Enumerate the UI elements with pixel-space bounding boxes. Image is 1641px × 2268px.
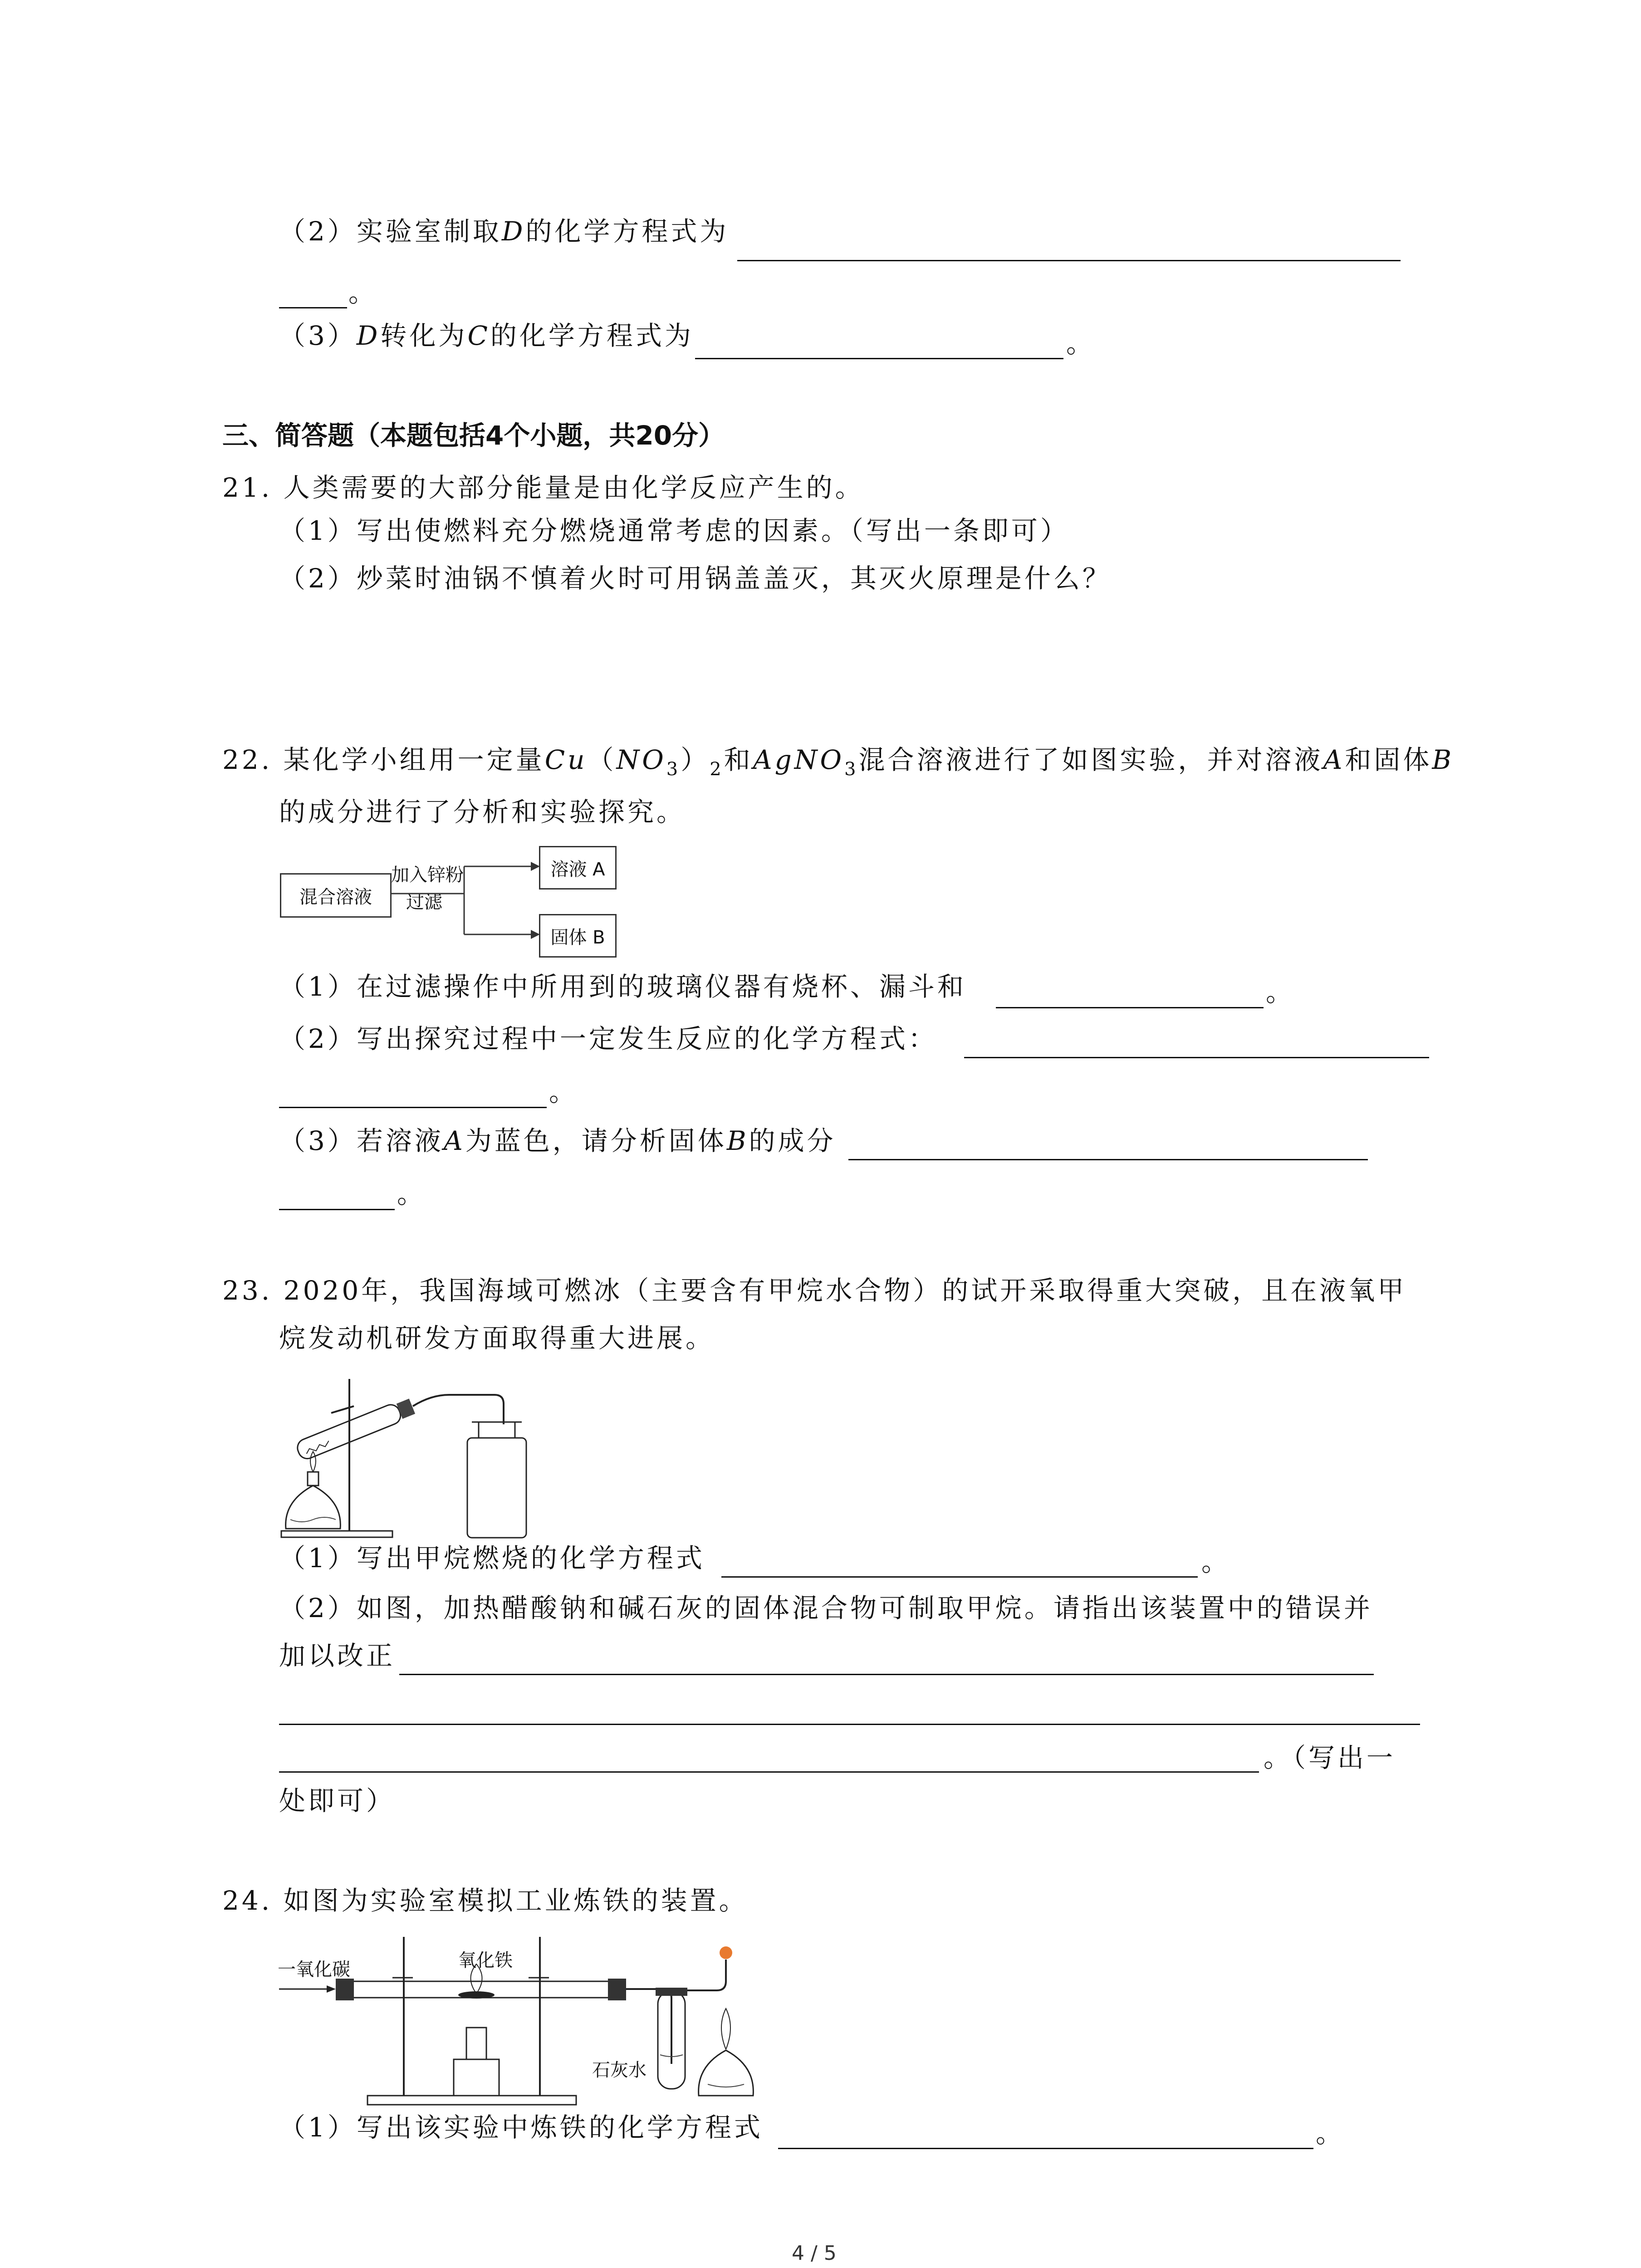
period: 。 [348, 277, 378, 308]
label-iron-oxide: 氧化铁 [458, 1950, 513, 1971]
period: 。 [1066, 328, 1096, 359]
box-solid-b: 固体 B [539, 914, 617, 958]
subscript: 2 [710, 759, 724, 780]
text: 的化学方程式为 [490, 320, 694, 351]
formula: AgNO [753, 744, 845, 775]
text: 的成分 [749, 1125, 836, 1156]
var-c: C [467, 320, 490, 351]
page-number: 4 / 5 [792, 2242, 837, 2265]
flow-arrows [388, 848, 542, 948]
arrow-label-bottom: 过滤 [406, 892, 442, 913]
text: 转化为 [380, 320, 468, 351]
text: 22. 某化学小组用一定量 [222, 744, 545, 775]
answer-blank[interactable] [996, 1007, 1264, 1008]
methane-apparatus-figure [277, 1370, 535, 1540]
period: 。 [397, 1178, 426, 1209]
text: 的化学方程式为 [525, 216, 729, 247]
answer-blank[interactable] [695, 358, 1063, 359]
answer-blank[interactable] [279, 307, 347, 308]
q23-part2-end: 。（写出一 [1264, 1742, 1396, 1773]
answer-blank[interactable] [399, 1674, 1374, 1675]
q23-stem-line2: 烷发动机研发方面取得重大进展。 [279, 1323, 715, 1354]
q22-part2: （2）写出探究过程中一定发生反应的化学方程式： [279, 1023, 937, 1054]
label-co: 一氧化碳 [278, 1959, 350, 1980]
q23-part1: （1）写出甲烷燃烧的化学方程式 [279, 1543, 705, 1574]
q21-part2: （2）炒菜时油锅不慎着火时可用锅盖盖灭，其灭火原理是什么？ [279, 563, 1112, 594]
q23-part2-line2: 加以改正 [279, 1640, 396, 1671]
arrow-label-top: 加入锌粉 [391, 865, 464, 885]
q23-stem: 23. 2020年，我国海域可燃冰（主要含有甲烷水合物）的试开采取得重大突破，且在液氧甲 [222, 1275, 1407, 1306]
q22-part1: （1）在过滤操作中所用到的玻璃仪器有烧杯、漏斗和 [279, 971, 966, 1002]
period: 。 [549, 1076, 578, 1107]
q23-part2: （2）如图，加热醋酸钠和碱石灰的固体混合物可制取甲烷。请指出该装置中的错误并 [279, 1593, 1373, 1623]
q22-stem [222, 744, 1454, 785]
text: 混合溶液进行了如图实验，并对溶液 [858, 744, 1323, 775]
answer-blank[interactable] [279, 1771, 1259, 1773]
q23-part2-tail: 处即可） [279, 1785, 396, 1816]
var-b: B [726, 1125, 749, 1156]
q20-part2 [279, 215, 729, 247]
q22-part3 [279, 1125, 836, 1157]
subscript: 3 [666, 759, 681, 780]
answer-blank[interactable] [279, 1107, 547, 1108]
q24-part1: （1）写出该实验中炼铁的化学方程式 [279, 2112, 763, 2143]
q21-stem: 21. 人类需要的大部分能量是由化学反应产生的。 [222, 472, 864, 503]
answer-blank[interactable] [737, 260, 1401, 261]
box-mixed-solution: 混合溶液 [280, 873, 392, 918]
var-a: A [443, 1125, 465, 1156]
q24-stem: 24. 如图为实验室模拟工业炼铁的装置。 [222, 1885, 748, 1916]
section-heading: 三、简答题（本题包括4个小题，共20分） [222, 420, 725, 451]
q22-stem-line2: 的成分进行了分析和实验探究。 [279, 797, 686, 827]
text: 和固体 [1345, 744, 1432, 775]
var-b: B [1432, 744, 1455, 775]
var-a: A [1323, 744, 1345, 775]
text: 和 [724, 744, 753, 775]
formula: NO [616, 744, 666, 775]
var-d: D [356, 320, 381, 351]
answer-blank[interactable] [279, 1724, 1420, 1725]
text: （3）若溶液 [279, 1125, 444, 1156]
period: 。 [1266, 977, 1295, 1007]
answer-blank[interactable] [964, 1057, 1429, 1058]
period: 。 [1316, 2118, 1345, 2149]
answer-blank[interactable] [848, 1159, 1368, 1160]
var-d: D [501, 216, 526, 247]
period: 。 [1201, 1546, 1231, 1577]
text: （3） [279, 320, 357, 351]
text: （2）实验室制取 [279, 216, 502, 247]
iron-smelting-apparatus-figure [277, 1928, 798, 2107]
answer-blank[interactable] [721, 1576, 1198, 1578]
q20-part3 [279, 320, 694, 352]
text: ） [681, 744, 710, 775]
text: （ [587, 744, 617, 775]
text: 为蓝色，请分析固体 [465, 1125, 727, 1156]
formula: Cu [544, 744, 588, 775]
subscript: 3 [844, 759, 859, 780]
answer-blank[interactable] [778, 2148, 1313, 2149]
answer-blank[interactable] [279, 1209, 395, 1210]
q21-part1: （1）写出使燃料充分燃烧通常考虑的因素。（写出一条即可） [279, 515, 1069, 546]
label-limewater: 石灰水 [592, 2060, 647, 2081]
box-solution-a: 溶液 A [539, 846, 617, 890]
